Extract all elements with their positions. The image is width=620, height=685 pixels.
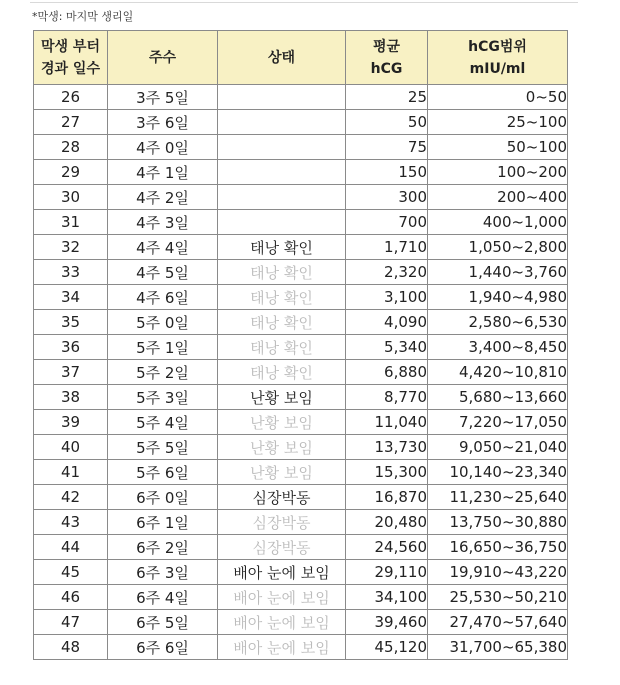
cell-days: 30 [34, 185, 108, 210]
table-row [34, 260, 568, 285]
cell-days: 31 [34, 210, 108, 235]
table-row [34, 635, 568, 660]
cell-status: 태낭 확인 [218, 285, 346, 310]
table-row [34, 185, 568, 210]
table-row [34, 435, 568, 460]
cell-average-hcg: 5,340 [346, 335, 428, 360]
top-divider [30, 2, 578, 3]
cell-hcg-range: 3,400~8,450 [428, 335, 568, 360]
cell-average-hcg: 45,120 [346, 635, 428, 660]
cell-days: 46 [34, 585, 108, 610]
cell-average-hcg: 50 [346, 110, 428, 135]
table-row [34, 485, 568, 510]
cell-hcg-range: 10,140~23,340 [428, 460, 568, 485]
cell-average-hcg: 20,480 [346, 510, 428, 535]
cell-average-hcg: 24,560 [346, 535, 428, 560]
cell-status: 배아 눈에 보임 [218, 585, 346, 610]
table-row [34, 310, 568, 335]
table-row [34, 585, 568, 610]
hcg-table [33, 30, 568, 660]
cell-days: 28 [34, 135, 108, 160]
table-row [34, 235, 568, 260]
table-row [34, 385, 568, 410]
cell-average-hcg: 15,300 [346, 460, 428, 485]
cell-status [218, 210, 346, 235]
cell-average-hcg: 16,870 [346, 485, 428, 510]
table-row [34, 210, 568, 235]
cell-average-hcg: 34,100 [346, 585, 428, 610]
header-status: 상태 [218, 31, 346, 85]
cell-week: 5주 3일 [108, 385, 218, 410]
cell-hcg-range: 4,420~10,810 [428, 360, 568, 385]
cell-week: 4주 4일 [108, 235, 218, 260]
table-row [34, 560, 568, 585]
cell-week: 4주 0일 [108, 135, 218, 160]
footnote-lmp: *막생: 마지막 생리일 [32, 10, 134, 23]
cell-hcg-range: 25,530~50,210 [428, 585, 568, 610]
cell-days: 34 [34, 285, 108, 310]
cell-days: 45 [34, 560, 108, 585]
cell-average-hcg: 2,320 [346, 260, 428, 285]
cell-status: 난황 보임 [218, 435, 346, 460]
table-row [34, 460, 568, 485]
cell-hcg-range: 0~50 [428, 85, 568, 110]
cell-days: 44 [34, 535, 108, 560]
table-header [34, 31, 568, 85]
cell-week: 4주 3일 [108, 210, 218, 235]
cell-status: 태낭 확인 [218, 360, 346, 385]
cell-week: 6주 4일 [108, 585, 218, 610]
cell-week: 6주 0일 [108, 485, 218, 510]
cell-week: 5주 5일 [108, 435, 218, 460]
cell-average-hcg: 8,770 [346, 385, 428, 410]
cell-status: 심장박동 [218, 535, 346, 560]
cell-days: 27 [34, 110, 108, 135]
cell-average-hcg: 11,040 [346, 410, 428, 435]
cell-week: 5주 0일 [108, 310, 218, 335]
cell-average-hcg: 300 [346, 185, 428, 210]
cell-status: 난황 보임 [218, 410, 346, 435]
cell-average-hcg: 6,880 [346, 360, 428, 385]
cell-hcg-range: 25~100 [428, 110, 568, 135]
cell-status: 태낭 확인 [218, 310, 346, 335]
table-row [34, 135, 568, 160]
cell-status: 난황 보임 [218, 385, 346, 410]
table-row [34, 535, 568, 560]
header-days-since-lmp: 막생 부터 경과 일수 [34, 31, 108, 85]
cell-status: 심장박동 [218, 510, 346, 535]
table-row [34, 110, 568, 135]
cell-hcg-range: 400~1,000 [428, 210, 568, 235]
cell-status: 배아 눈에 보임 [218, 635, 346, 660]
cell-days: 47 [34, 610, 108, 635]
cell-status: 태낭 확인 [218, 335, 346, 360]
cell-status [218, 135, 346, 160]
cell-days: 41 [34, 460, 108, 485]
cell-week: 4주 1일 [108, 160, 218, 185]
cell-week: 6주 3일 [108, 560, 218, 585]
cell-week: 4주 6일 [108, 285, 218, 310]
cell-average-hcg: 25 [346, 85, 428, 110]
cell-days: 48 [34, 635, 108, 660]
cell-days: 33 [34, 260, 108, 285]
cell-average-hcg: 150 [346, 160, 428, 185]
cell-days: 43 [34, 510, 108, 535]
cell-week: 4주 2일 [108, 185, 218, 210]
table-row [34, 510, 568, 535]
cell-status: 태낭 확인 [218, 235, 346, 260]
table-row [34, 285, 568, 310]
cell-week: 5주 2일 [108, 360, 218, 385]
cell-week: 3주 6일 [108, 110, 218, 135]
cell-week: 6주 5일 [108, 610, 218, 635]
cell-hcg-range: 27,470~57,640 [428, 610, 568, 635]
table-row [34, 160, 568, 185]
cell-hcg-range: 9,050~21,040 [428, 435, 568, 460]
cell-week: 5주 6일 [108, 460, 218, 485]
cell-hcg-range: 7,220~17,050 [428, 410, 568, 435]
cell-days: 37 [34, 360, 108, 385]
cell-average-hcg: 75 [346, 135, 428, 160]
table-row [34, 360, 568, 385]
cell-hcg-range: 1,050~2,800 [428, 235, 568, 260]
cell-hcg-range: 2,580~6,530 [428, 310, 568, 335]
cell-days: 38 [34, 385, 108, 410]
cell-average-hcg: 39,460 [346, 610, 428, 635]
cell-hcg-range: 50~100 [428, 135, 568, 160]
cell-days: 32 [34, 235, 108, 260]
cell-average-hcg: 700 [346, 210, 428, 235]
cell-status: 배아 눈에 보임 [218, 560, 346, 585]
cell-hcg-range: 1,940~4,980 [428, 285, 568, 310]
cell-hcg-range: 5,680~13,660 [428, 385, 568, 410]
table-body [34, 85, 568, 660]
cell-hcg-range: 11,230~25,640 [428, 485, 568, 510]
cell-status: 심장박동 [218, 485, 346, 510]
cell-status [218, 185, 346, 210]
cell-average-hcg: 3,100 [346, 285, 428, 310]
cell-hcg-range: 200~400 [428, 185, 568, 210]
cell-days: 39 [34, 410, 108, 435]
cell-hcg-range: 19,910~43,220 [428, 560, 568, 585]
header-hcg-range: hCG범위 mIU/ml [428, 31, 568, 85]
cell-hcg-range: 31,700~65,380 [428, 635, 568, 660]
cell-days: 29 [34, 160, 108, 185]
header-average-hcg: 평균 hCG [346, 31, 428, 85]
cell-average-hcg: 4,090 [346, 310, 428, 335]
cell-hcg-range: 100~200 [428, 160, 568, 185]
cell-status: 태낭 확인 [218, 260, 346, 285]
cell-week: 6주 6일 [108, 635, 218, 660]
cell-status: 배아 눈에 보임 [218, 610, 346, 635]
cell-days: 40 [34, 435, 108, 460]
cell-average-hcg: 13,730 [346, 435, 428, 460]
cell-days: 42 [34, 485, 108, 510]
cell-status [218, 160, 346, 185]
header-gestational-week: 주수 [108, 31, 218, 85]
cell-week: 3주 5일 [108, 85, 218, 110]
cell-status: 난황 보임 [218, 460, 346, 485]
cell-week: 4주 5일 [108, 260, 218, 285]
cell-week: 5주 4일 [108, 410, 218, 435]
cell-days: 36 [34, 335, 108, 360]
cell-hcg-range: 16,650~36,750 [428, 535, 568, 560]
cell-week: 6주 1일 [108, 510, 218, 535]
table-row [34, 335, 568, 360]
cell-hcg-range: 1,440~3,760 [428, 260, 568, 285]
cell-average-hcg: 29,110 [346, 560, 428, 585]
header-row [34, 31, 568, 85]
cell-average-hcg: 1,710 [346, 235, 428, 260]
cell-days: 35 [34, 310, 108, 335]
table-row [34, 610, 568, 635]
table-row [34, 85, 568, 110]
cell-hcg-range: 13,750~30,880 [428, 510, 568, 535]
cell-week: 5주 1일 [108, 335, 218, 360]
cell-days: 26 [34, 85, 108, 110]
cell-status [218, 85, 346, 110]
cell-status [218, 110, 346, 135]
table-row [34, 410, 568, 435]
cell-week: 6주 2일 [108, 535, 218, 560]
